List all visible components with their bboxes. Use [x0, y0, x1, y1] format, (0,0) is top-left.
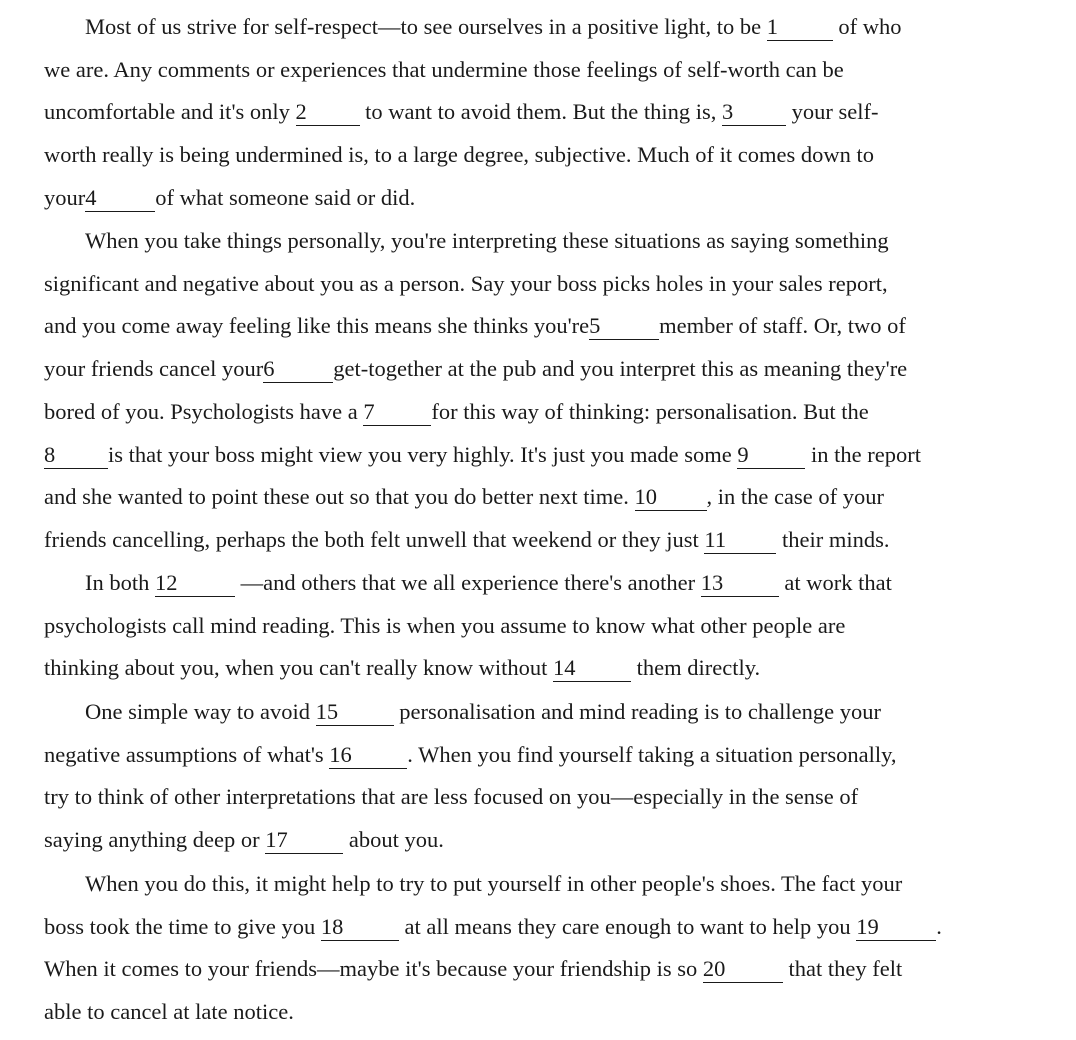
blank-11[interactable]: 11: [704, 527, 776, 554]
blank-18[interactable]: 18: [321, 914, 399, 941]
p1-line-4: worth really is being undermined is, to a large degree, subjective. Much of it comes down to: [44, 142, 874, 168]
p1-line-1: Most of us strive for self-respect—to see ourselves in a positive light, to be 1 of who: [85, 14, 902, 39]
p5-line-1: When you do this, it might help to try to put yourself in other people's shoes. The fact your: [85, 871, 903, 896]
blank-4[interactable]: 4: [85, 185, 155, 212]
blank-13[interactable]: 13: [701, 570, 779, 597]
p3-line-2: psychologists call mind reading. This is when you assume to know what other people are: [44, 612, 846, 638]
blank-1[interactable]: 1: [767, 14, 833, 41]
paragraph-5: [44, 863, 1032, 1034]
p2-line-3: and you come away feeling like this means she thinks you're5 member of staff. Or, two of: [44, 313, 906, 339]
blank-19[interactable]: 19: [856, 914, 936, 941]
p4-line-4: saying anything deep or 17 about you.: [44, 827, 444, 853]
blank-14[interactable]: 14: [553, 655, 631, 682]
p2-line-4: your friends cancel your6 get-together at the pub and you interpret this as meaning they're: [44, 356, 908, 382]
p2-line-5: bored of you. Psychologists have a 7 for this way of thinking: personalisation. But the: [44, 398, 869, 424]
blank-9[interactable]: 9: [737, 442, 805, 469]
blank-5[interactable]: 5: [589, 313, 659, 340]
p3-line-3: thinking about you, when you can't really know without 14 them directly.: [44, 655, 761, 681]
blank-15[interactable]: 15: [316, 699, 394, 726]
blank-10[interactable]: 10: [635, 484, 707, 511]
p5-line-3: When it comes to your friends—maybe it's because your friendship is so 20 that they felt: [44, 956, 903, 982]
blank-6[interactable]: 6: [263, 356, 333, 383]
p4-line-1: One simple way to avoid 15 personalisation and mind reading is to challenge your: [85, 699, 881, 724]
blank-2[interactable]: 2: [296, 99, 360, 126]
p2-line-7: and she wanted to point these out so that you do better next time. 10 , in the case of your: [44, 484, 884, 510]
blank-7[interactable]: 7: [363, 399, 431, 426]
p4-line-3: try to think of other interpretations that are less focused on you—especially in the sense of: [44, 784, 859, 810]
paragraph-1: [44, 6, 1032, 220]
p2-line-8: friends cancelling, perhaps the both felt unwell that weekend or they just 11 their minds.: [44, 526, 890, 552]
blank-8[interactable]: 8: [44, 442, 108, 469]
p4-line-2: negative assumptions of what's 16 . When you find yourself taking a situation personally,: [44, 741, 897, 767]
blank-3[interactable]: 3: [722, 99, 786, 126]
paragraph-3: [44, 562, 1032, 690]
blank-12[interactable]: 12: [155, 570, 235, 597]
p5-line-2: boss took the time to give you 18 at all means they care enough to want to help you 19 .: [44, 913, 942, 939]
paragraph-4: [44, 691, 1032, 862]
p1-line-3: uncomfortable and it's only 2 to want to avoid them. But the thing is, 3 your self-: [44, 99, 879, 125]
p3-line-1: In both 12 —and others that we all experience there's another 13 at work that: [85, 570, 892, 595]
paragraph-2: [44, 220, 1032, 562]
blank-17[interactable]: 17: [265, 827, 343, 854]
p1-line-2: we are. Any comments or experiences that undermine those feelings of self-worth can be: [44, 56, 844, 82]
p2-line-1: When you take things personally, you're interpreting these situations as saying something: [85, 228, 889, 253]
p1-line-5: your4 of what someone said or did.: [44, 184, 416, 210]
blank-20[interactable]: 20: [703, 956, 783, 983]
p5-line-4: able to cancel at late notice.: [44, 999, 294, 1025]
blank-16[interactable]: 16: [329, 742, 407, 769]
p2-line-6: 8 is that your boss might view you very highly. It's just you made some 9 in the report: [44, 441, 922, 467]
p2-line-2: significant and negative about you as a person. Say your boss picks holes in your sales report,: [44, 270, 888, 296]
